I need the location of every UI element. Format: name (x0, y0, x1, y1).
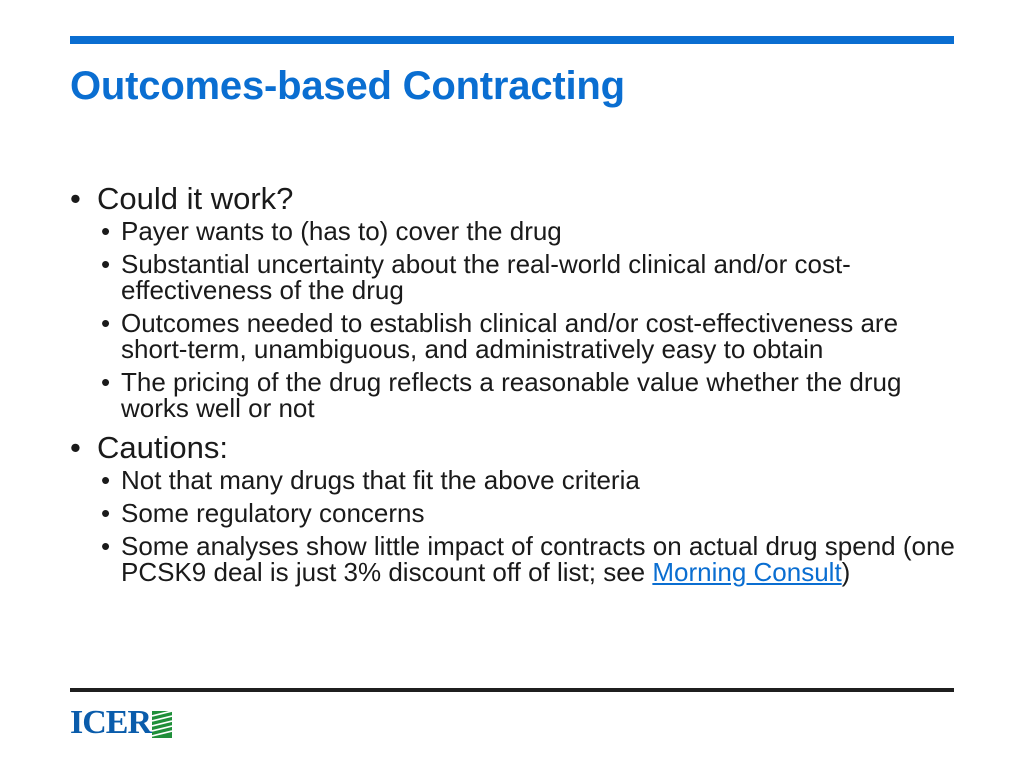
slide-content (70, 182, 960, 592)
bullet-glyph: • (101, 531, 111, 561)
bullet-glyph: • (101, 465, 111, 495)
list-item-text: The pricing of the drug reflects a reasonable value whether the drug works well or not (121, 367, 902, 423)
bullet-heading: Could it work? (97, 181, 294, 216)
could-it-work-list (70, 218, 960, 421)
list-item (70, 310, 960, 362)
bullet-glyph: • (70, 181, 81, 216)
list-item (70, 369, 960, 421)
slide-title: Outcomes-based Contracting (70, 64, 625, 108)
cautions-list (70, 467, 960, 585)
logo-stripes-icon (152, 711, 172, 738)
list-item-text: Outcomes needed to establish clinical and/or cost-effectiveness are short-term, unambiguous, and administratively easy to obtain (121, 308, 899, 364)
bullet-glyph: • (101, 216, 111, 246)
list-item (70, 218, 960, 244)
list-item (70, 500, 960, 526)
list-item (70, 467, 960, 493)
icer-logo (70, 706, 172, 740)
list-item-text: Substantial uncertainty about the real-world clinical and/or cost-effectiveness of the drug (121, 249, 851, 305)
bullet-could-it-work (70, 182, 960, 216)
list-item-text: Payer wants to (has to) cover the drug (121, 216, 562, 246)
bullet-glyph: • (101, 498, 111, 528)
bottom-divider (70, 688, 954, 692)
list-item-text: Not that many drugs that fit the above criteria (121, 465, 640, 495)
morning-consult-link[interactable]: Morning Consult (652, 557, 842, 587)
list-item-text-after: ) (841, 557, 851, 587)
bullet-glyph: • (70, 430, 81, 465)
list-item (70, 533, 960, 585)
list-item-text (121, 531, 955, 587)
top-divider (70, 36, 954, 44)
bullet-glyph: • (101, 249, 111, 279)
logo-wordmark: ICER (70, 704, 152, 741)
bullet-cautions (70, 431, 960, 465)
bullet-glyph: • (101, 308, 111, 338)
list-item (70, 251, 960, 303)
list-item-text: Some regulatory concerns (121, 498, 425, 528)
bullet-glyph: • (101, 367, 111, 397)
list-item-text-before: Some analyses show little impact of contracts on actual drug spend (one PCSK9 deal is just 3% discount off of list; see (121, 531, 955, 587)
bullet-heading: Cautions: (97, 430, 228, 465)
